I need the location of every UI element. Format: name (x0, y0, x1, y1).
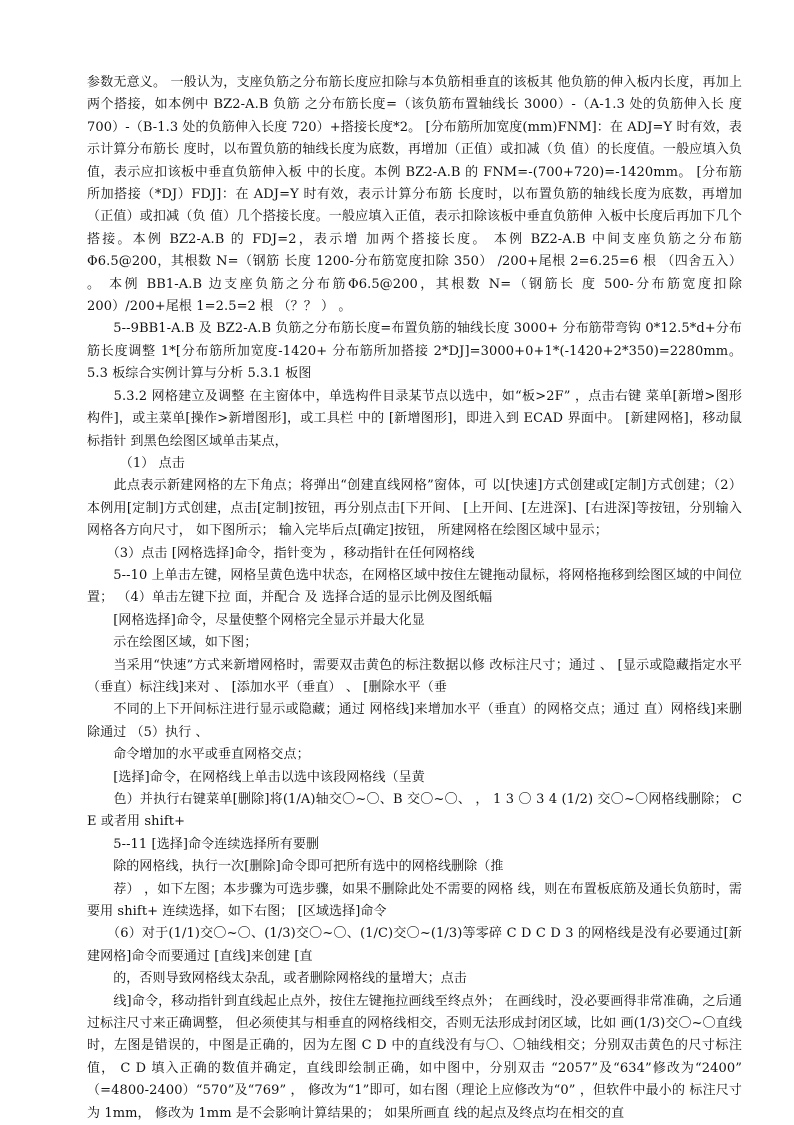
paragraph: （1） 点击 (87, 455, 185, 471)
paragraph: 命令增加的水平或垂直网格交点； (87, 747, 310, 763)
paragraph: 的，否则导致网格线太杂乱，或者删除网格线的量增大；点击 (87, 971, 467, 987)
paragraph: [选择]命令，在网格线上单击以选中该段网格线（呈黄 (87, 769, 425, 785)
paragraph: 示在绘图区域，如下图； (87, 635, 258, 651)
paragraph: [网格选择]命令，尽量使整个网格完全显示并最大化显 (87, 612, 425, 628)
paragraph: 参数无意义。 一般认为，支座负筋之分布筋长度应扣除与本负筋相垂直的该板其 他负筋的伸入板内长度，再加上两个搭接，如本例中 BZ2-A.B 负筋 之分布筋长度=（该负筋布置轴线长 3000）-（A-1.3 处的负筋伸入长 度 700）-（B-1.3 处的负筋伸入长度 720）+搭接长度*2。 [分布筋所加宽度(mm)FNM]：在 ADJ=Y 时有效，表示计算分布筋长 度时，以布置负筋的轴线长度为底数，再增加（正值）或扣减（负 值）的长度值。一般应填入负值，表示应扣该板中垂直负筋伸入板 中的长度。本例 BZ2-A.B 的 FNM=-(700+720)=-1420mm。 [分布筋所加搭接（*DJ）FDJ]：在 ADJ=Y 时有效，表示计算分布筋 长度时，以布置负筋的轴线长度为底数，再增加（正值）或扣减（负 值）几个搭接长度。一般应填入正值，表示扣除该板中垂直负筋伸 入板中长度后再加下几个搭接。本例 BZ2-A.B 的 FDJ=2，表示增 加两个搭接长度。 本例 BZ2-A.B 中间支座负筋之分布筋Φ6.5@200，其根数 N=（钢筋 长度 1200-分布筋宽度扣除 350） /200+尾根 2=6.25=6 根 （四舍五入） 。 本例 BB1-A.B 边支座负筋之分布筋Φ6.5@200，其根数 N=（钢筋长 度 500-分布筋宽度扣除 200）/200+尾根 1=2.5=2 根 （？？ ） 。 (87, 75, 742, 315)
paragraph: 此点表示新建网格的左下角点；将弹出“创建直线网格”窗体，可 以[快速]方式创建或[定制]方式创建；（2）本例用[定制]方式创建，点击[定制]按钮，再分别点击[下开间、 [上开间、[左进深]、[右进深]等按钮，分别输入网格各方向尺寸， 如下图所示； 输入完毕后点[确定]按钮， 所建网格在绘图区域中显示； (87, 478, 742, 539)
body-text (87, 72, 742, 1125)
paragraph: 5.3.2 网格建立及调整 在主窗体中，单选构件目录某节点以选中，如“板>2F” ，点击右键 菜单[新增>图形构件]，或主菜单[操作>新增图形]，或工具栏 中的 [新增图形]，即进入到 ECAD 界面中。 [新建网格]，移动鼠标指针 到黑色绘图区域单击某点， (87, 388, 742, 449)
paragraph: 5--9BB1-A.B 及 BZ2-A.B 负筋之分布筋长度=布置负筋的轴线长度 3000+ 分布筋带弯钩 0*12.5*d+分布筋长度调整 1*[分布筋所加宽度-1420+ 分布筋所加搭接 2*DJ]=3000+0+1*(-1420+2*350)=2280mm。 5.3 板综合实例计算与分析 5.3.1 板图 (87, 321, 742, 382)
paragraph: 荐） ，如下左图；本步骤为可选步骤，如果不删除此处不需要的网格 线，则在布置板底筋及通长负筋时，需要用 shift+ 连续选择，如下右图； [区域选择]命令 (87, 881, 742, 920)
paragraph: （3）点击 [网格选择]命令，指针变为 ，移动指针在任何网格线 (87, 545, 475, 561)
paragraph: 当采用“快速”方式来新增网格时，需要双击黄色的标注数据以修 改标注尺寸；通过 、 [显示或隐藏指定水平（垂直）标注线]来对 、 [添加水平（垂直） 、 [删除水平（垂 (87, 657, 742, 695)
paragraph: （6）对于(1/1)交〇~〇、(1/3)交〇~〇、(1/C)交〇~(1/3)等零碎 C D C D 3 的网格线是没有必要通过[新建网格]命令而要通过 [直线]来创建 [直 (87, 926, 742, 964)
paragraph: 线]命令，移动指针到直线起止点外，按住左键拖拉画线至终点外； 在画线时，没必要画得非常准确，之后通过标注尺寸来正确调整， 但必须使其与相垂直的网格线相交，否则无法形成封闭区域，比如 画(1/3)交〇~〇直线时，左图是错误的，中图是正确的，因为左图 C D 中的直线没有与〇、〇轴线相交；分别双击黄色的尺寸标注值， C D 填入正确的数值并确定，直线即绘制正确，如中图中，分别双击 “2057”及“634”修改为“2400” （=4800-2400）“570”及“769” ， 修改为“1”即可，如右图（理论上应修改为“0” ，但软件中最小的 标注尺寸为 1mm， 修改为 1mm 是不会影响计算结果的； 如果所画直 线的起点及终点均在相交的直 (87, 993, 742, 1121)
paragraph: 色）并执行右键菜单[删除]将(1/A)轴交〇~〇、B 交〇~〇、 ， 1 3 〇 3 4 (1/2) 交〇~〇网格线删除； C E 或者用 shift+ (87, 792, 742, 830)
paragraph: 除的网格线，执行一次[删除]命令即可把所有选中的网格线删除（推 (87, 859, 504, 875)
paragraph: 5--10 上单击左键，网格呈黄色选中状态，在网格区域中按住左键拖动鼠标，将网格拖移到绘图区域的中间位置； （4）单击左键下拉 面，并配合 及 选择合适的显示比例及图纸幅 (87, 567, 742, 606)
paragraph: 不同的上下开间标注进行显示或隐藏；通过 网格线]来增加水平（垂直）的网格交点；通过 直）网格线]来删除通过 （5）执行 、 (87, 702, 742, 740)
paragraph: 5--11 [选择]命令连续选择所有要删 (87, 836, 320, 852)
